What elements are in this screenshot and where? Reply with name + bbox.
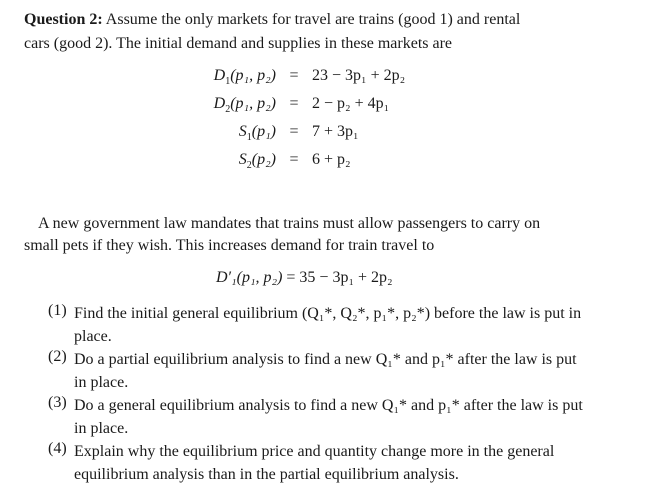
equation-row — [0, 148, 652, 172]
question-intro-line2: cars (good 2). The initial demand and supplies in these markets are — [24, 35, 453, 52]
equation-row — [0, 64, 652, 88]
item-text: Explain why the equilibrium price and quantity change more in the general equilibrium analysis than in the partial equilibrium analysis. — [74, 443, 555, 483]
equation-lhs: $D_2(p_1$, p₂) — [213, 95, 276, 116]
item-number: (2) — [48, 348, 67, 365]
equation-rhs: 23 − 3p₁ + 2p₂ — [312, 67, 406, 84]
equals-sign: = — [289, 123, 299, 140]
equals-sign: = — [289, 151, 299, 168]
equation-row — [0, 120, 652, 144]
equals-sign: = — [289, 67, 299, 84]
item-text: Do a general equilibrium analysis to find a new Q₁* and p₁* after the law is put in place. — [74, 397, 583, 437]
law-paragraph-line2: small pets if they wish. This increases demand for train travel to — [24, 237, 435, 254]
equation-rhs: 7 + 3p₁ — [312, 123, 359, 140]
new-demand-lhs: D′₁(p₁, p₂) — [216, 269, 283, 286]
new-demand-equation — [216, 266, 393, 290]
item-number: (1) — [48, 302, 67, 319]
equation-lhs: $S_1(p_1)$ — [238, 123, 276, 144]
question-intro-text: Assume the only markets for travel are trains (good 1) and rental — [105, 11, 521, 28]
equation-row — [0, 92, 652, 116]
equation-rhs: 2 − p₂ + 4p₁ — [312, 95, 390, 112]
item-text: Find the initial general equilibrium (Q₁*, Q₂*, p₁*, p₂*) before the law is put in place. — [74, 305, 582, 345]
question-intro-line1 — [24, 10, 520, 30]
law-paragraph-line1: A new government law mandates that trains must allow passengers to carry on — [38, 215, 541, 232]
item-text: Do a partial equilibrium analysis to find a new Q₁* and p₁* after the law is put in place. — [74, 351, 577, 391]
item-number: (3) — [48, 394, 67, 411]
equation-lhs: $D_1(p_1$, p₂) — [213, 67, 276, 88]
question-label: Question 2: — [24, 11, 103, 28]
item-number: (4) — [48, 440, 67, 457]
equation-lhs: $S_2(p_2)$ — [238, 151, 276, 172]
new-demand-rhs: = 35 − 3p₁ + 2p₂ — [286, 269, 393, 286]
equals-sign: = — [289, 95, 299, 112]
equation-rhs: 6 + p₂ — [312, 151, 351, 168]
